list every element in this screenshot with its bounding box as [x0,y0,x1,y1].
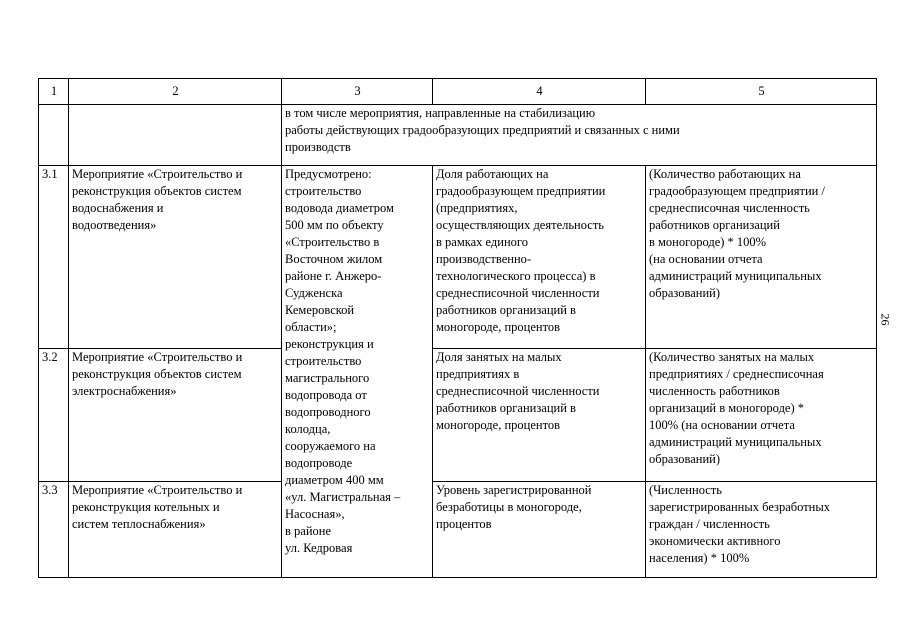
page-number: 26 [878,313,893,326]
header-cell-4: 4 [433,79,646,105]
subheading-row [39,105,877,166]
row-number: 3.2 [39,349,69,482]
formula-cell: (Количество работающих на градообразующем предприятии / среднесписочная численность работников организаций в моногороде) * 100% (на основании отчета администраций муниципальных образований) [646,166,877,349]
row-number: 3.1 [39,166,69,349]
measure-cell: Мероприятие «Строительство и реконструкция объектов систем водоснабжения и водоотведения» [69,166,282,349]
table-row [39,349,877,482]
indicator-cell: Доля работающих на градообразующем предприятии (предприятиях, осуществляющих деятельность в рамках единого производственно- технологического процесса) в среднесписочной численности работников организаций в моногороде, процентов [433,166,646,349]
header-cell-2: 2 [69,79,282,105]
header-cell-5: 5 [646,79,877,105]
indicator-cell: Уровень зарегистрированной безработицы в моногороде, процентов [433,482,646,578]
formula-cell: (Численность зарегистрированных безработных граждан / численность экономически активного населения) * 100% [646,482,877,578]
subheading-empty-measure [69,105,282,166]
indicator-cell: Доля занятых на малых предприятиях в среднесписочной численности работников организаций в моногороде, процентов [433,349,646,482]
indicators-table [38,78,877,578]
header-cell-3: 3 [282,79,433,105]
formula-cell: (Количество занятых на малых предприятиях / среднесписочная численность работников организаций в моногороде) * 100% (на основании отчета администраций муниципальных образований) [646,349,877,482]
table-row [39,482,877,578]
merged-provision-cell: Предусмотрено: строительство водовода диаметром 500 мм по объекту «Строительство в Восточном жилом районе г. Анжеро- Судженска Кемеровской области»; реконструкция и строительство магистрального водопровода от водопроводного колодца, сооружаемого на водопроводе диаметром 400 мм «ул. Магистральная – Насосная», в районе ул. Кедровая [282,166,433,578]
subheading-empty-num [39,105,69,166]
measure-cell: Мероприятие «Строительство и реконструкция объектов систем электроснабжения» [69,349,282,482]
header-cell-1: 1 [39,79,69,105]
measure-cell: Мероприятие «Строительство и реконструкция котельных и систем теплоснабжения» [69,482,282,578]
header-row [39,79,877,105]
subheading-text: в том числе мероприятия, направленные на стабилизацию работы действующих градообразующих предприятий и связанных с ними производств [282,105,877,166]
row-number: 3.3 [39,482,69,578]
table-row [39,166,877,349]
